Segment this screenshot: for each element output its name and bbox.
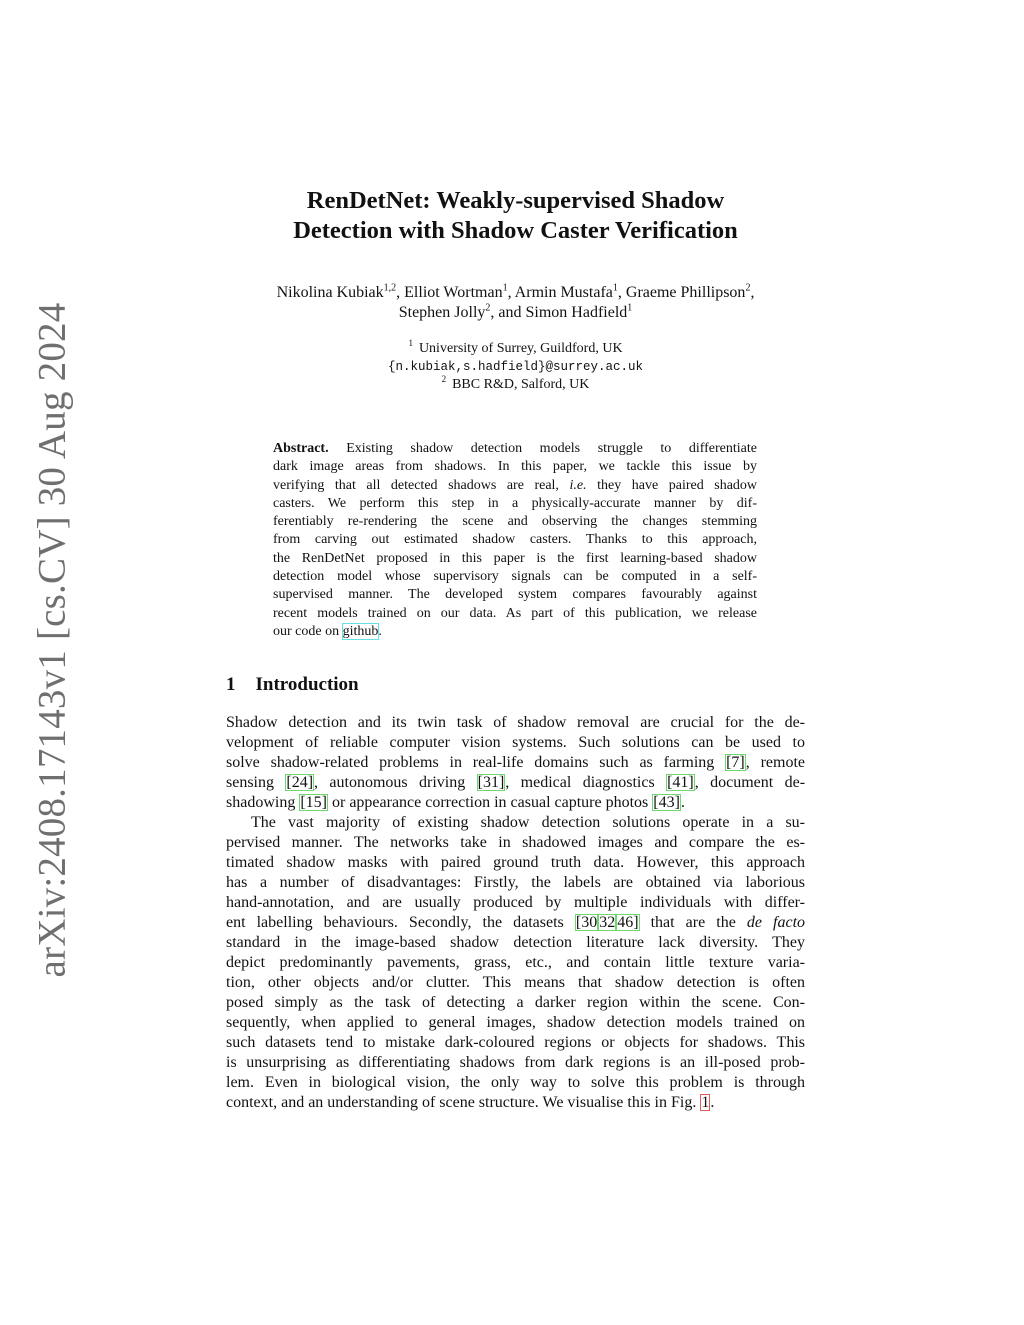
body-line: is unsurprising as differentiating shadows from dark regions is an ill-posed prob- xyxy=(226,1054,805,1071)
body-line: posed simply as the task of detecting a darker region within the scene. Con- xyxy=(226,994,805,1011)
body-text: or appearance correction in casual capture photos xyxy=(331,794,649,811)
body-text: that are the xyxy=(650,914,736,931)
body-text: sensing xyxy=(226,774,274,791)
section-heading-introduction xyxy=(226,674,359,696)
author-name: , Elliot Wortman xyxy=(396,284,503,301)
body-line: lem. Even in biological vision, the only way to solve this problem is through xyxy=(226,1074,805,1091)
author-name: , Graeme Phillipson xyxy=(617,284,746,301)
abstract-heading: Abstract. xyxy=(273,441,329,456)
author-affiliation-mark: 2 xyxy=(485,302,491,314)
affiliation-1 xyxy=(226,340,805,358)
citation-number[interactable]: 46 xyxy=(617,914,634,931)
body-text: ent labelling behaviours. Secondly, the datasets xyxy=(226,914,564,931)
body-line xyxy=(226,773,805,793)
abstract-text: they have paired shadow xyxy=(597,477,758,493)
body-line: sequently, when applied to general images, shadow detection models trained on xyxy=(226,1014,805,1031)
affiliation-mark: 2 xyxy=(441,374,447,385)
affiliation-text: BBC R&D, Salford, UK xyxy=(452,377,590,392)
citation-link[interactable]: [30 xyxy=(575,914,598,931)
body-text: shadowing xyxy=(226,794,296,811)
body-line: Shadow detection and its twin task of shadow removal are crucial for the de- xyxy=(226,714,805,731)
author-line-1 xyxy=(226,283,805,303)
affiliation-2 xyxy=(226,376,805,394)
arxiv-identifier-stamp: arXiv:2408.17143v1 [cs.CV] 30 Aug 2024 xyxy=(30,302,74,978)
author-affiliation-mark: 1 xyxy=(612,282,618,294)
figure-link[interactable]: 1 xyxy=(701,1094,710,1111)
contact-email[interactable]: {n.kubiak,s.hadfield}@surrey.ac.uk xyxy=(387,360,644,374)
author-name: Stephen Jolly xyxy=(398,304,486,321)
body-line: hand-annotation, and are usually produced by multiple individuals with differ- xyxy=(226,894,805,911)
abstract-line xyxy=(273,440,757,458)
title-line-1: RenDetNet: Weakly-supervised Shadow xyxy=(306,187,725,214)
author-name: , Armin Mustafa xyxy=(507,284,613,301)
body-text: solve shadow-related problems in real-life domains such as farming xyxy=(226,754,715,771)
section-title: Introduction xyxy=(255,674,359,695)
affiliations xyxy=(226,340,805,394)
body-line: pervised manner. The networks take in shadowed images and compare the es- xyxy=(226,834,805,851)
body-line: The vast majority of existing shadow detection solutions operate in a su- xyxy=(251,814,805,831)
body-line: has a number of disadvantages: Firstly, the labels are obtained via laborious xyxy=(226,874,805,891)
citation-number[interactable]: 32 xyxy=(599,914,616,931)
abstract-line: ferentiably re-rendering the scene and observing the changes stemming xyxy=(273,514,757,530)
author-separator: , xyxy=(750,284,755,301)
abstract-text: . xyxy=(378,623,382,639)
abstract-italic: i.e. xyxy=(569,477,587,493)
affiliation-mark: 1 xyxy=(408,338,413,349)
body-line: velopment of reliable computer vision systems. Such solutions can be used to xyxy=(226,734,805,751)
author-name: Nikolina Kubiak xyxy=(276,284,384,301)
body-line xyxy=(226,793,805,813)
author-affiliation-mark: 1 xyxy=(627,302,633,314)
author-list xyxy=(226,283,805,323)
abstract-line: detection model whose supervisory signals can be computed in a self- xyxy=(273,569,757,585)
abstract-line: the RenDetNet proposed in this paper is the first learning-based shadow xyxy=(273,550,757,566)
body-line: tion, other objects and/or clutter. This means that shadow detection is often xyxy=(226,974,805,991)
citation-link[interactable]: [41] xyxy=(667,774,694,791)
introduction-body xyxy=(226,713,805,1113)
body-line xyxy=(226,753,805,773)
abstract-line: casters. We perform this step in a physically-accurate manner by dif- xyxy=(273,495,757,511)
abstract-line xyxy=(273,623,757,641)
body-text: , remote xyxy=(745,754,805,771)
citation-link[interactable]: [15] xyxy=(300,794,327,811)
author-affiliation-mark: 1 xyxy=(502,282,508,294)
abstract-line xyxy=(273,477,757,495)
abstract-text: Existing shadow detection models struggle to differentiate xyxy=(346,441,757,456)
author-affiliation-mark: 1,2 xyxy=(383,282,397,294)
title-line-2: Detection with Shadow Caster Verification xyxy=(293,217,738,244)
body-line: timated shadow masks with paired ground truth data. However, this approach xyxy=(226,854,805,871)
citation-link[interactable]: [31] xyxy=(477,774,505,791)
abstract-text: our code on xyxy=(273,623,340,639)
abstract xyxy=(273,440,757,641)
citation-link[interactable]: [7] xyxy=(726,754,745,771)
body-line: such datasets tend to mistake dark-coloured regions or objects for shadows. This xyxy=(226,1034,805,1051)
body-italic: de facto xyxy=(746,914,806,931)
author-line-2 xyxy=(226,303,805,323)
abstract-line: dark image areas from shadows. In this paper, we tackle this issue by xyxy=(273,459,757,475)
affiliation-text: University of Surrey, Guildford, UK xyxy=(418,341,623,356)
paper-title xyxy=(226,186,805,246)
body-text: , autonomous driving xyxy=(314,774,466,791)
body-text: , medical diagnostics xyxy=(505,774,655,791)
abstract-line: from carving out estimated shadow casters. Thanks to this approach, xyxy=(273,532,757,548)
body-text: . xyxy=(710,1094,715,1111)
section-number: 1 xyxy=(226,674,236,695)
body-text: . xyxy=(680,794,685,811)
body-line xyxy=(226,913,805,933)
citation-link[interactable]: [43] xyxy=(653,794,680,811)
body-line xyxy=(226,1093,805,1113)
citation-link[interactable]: [24] xyxy=(286,774,314,791)
body-line: depict predominantly pavements, grass, etc., and contain little texture varia- xyxy=(226,954,805,971)
body-text: , document de- xyxy=(694,774,806,791)
author-name: , and Simon Hadfield xyxy=(490,304,628,321)
citation-link[interactable]: 46] xyxy=(617,914,639,931)
citation-link[interactable] xyxy=(598,914,616,931)
body-line: standard in the image-based shadow detection literature lack diversity. They xyxy=(226,934,805,951)
author-affiliation-mark: 2 xyxy=(745,282,751,294)
abstract-line: supervised manner. The developed system compares favourably against xyxy=(273,587,757,603)
citation-number[interactable]: 30 xyxy=(581,914,598,931)
github-link[interactable]: github xyxy=(342,623,379,639)
body-text: context, and an understanding of scene structure. We visualise this in Fig. xyxy=(226,1094,697,1111)
abstract-text: verifying that all detected shadows are real, xyxy=(273,477,559,493)
abstract-line: recent models trained on our data. As part of this publication, we release xyxy=(273,605,757,621)
